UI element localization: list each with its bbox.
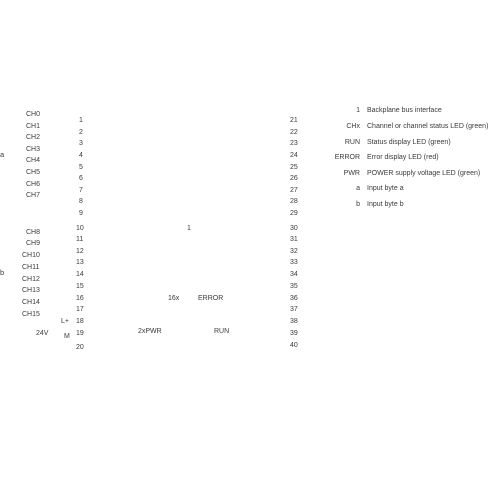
terminal-number: 9	[79, 210, 83, 217]
terminal-number: 30	[290, 225, 298, 232]
terminal-number: 40	[290, 342, 298, 349]
legend-key: a	[356, 185, 360, 192]
terminal-number: 33	[290, 259, 298, 266]
terminal-number: 24	[290, 152, 298, 159]
terminal-number: 34	[290, 271, 298, 278]
channel-label-ch5: CH5	[26, 169, 41, 176]
run-led-label: RUN	[214, 328, 230, 335]
terminal-number: 32	[290, 248, 298, 255]
terminal-number: 39	[290, 330, 298, 337]
terminal-number: 28	[290, 198, 298, 205]
terminal-number: 20	[76, 344, 84, 351]
channel-label-ch14: CH14	[22, 299, 40, 306]
channel-label-ch9: CH9	[26, 240, 41, 247]
terminal-number: 2	[79, 129, 83, 136]
terminal-number: 7	[79, 187, 83, 194]
terminal-number: 37	[290, 306, 298, 313]
terminal-number: 25	[290, 164, 298, 171]
channel-label-ch8: CH8	[26, 229, 41, 236]
terminal-number: 3	[79, 140, 83, 147]
channel-label-ch12: CH12	[22, 276, 40, 283]
legend-text: Channel or channel status LED (green)	[367, 123, 489, 130]
terminal-number: 29	[290, 210, 298, 217]
channel-label-ch15: CH15	[22, 311, 40, 318]
terminal-number: 12	[76, 248, 84, 255]
terminal-number: 5	[79, 164, 83, 171]
channel-label-ch3: CH3	[26, 146, 41, 153]
channel-label-ch6: CH6	[26, 181, 41, 188]
legend-text: Input byte b	[367, 201, 404, 208]
terminal-number: 31	[290, 236, 298, 243]
terminal-number: 10	[76, 225, 84, 232]
terminal-number: 6	[79, 175, 83, 182]
terminal-number: 17	[76, 306, 84, 313]
terminal-number: 27	[290, 187, 298, 194]
supply-voltage-label: 24V	[36, 330, 49, 337]
terminal-number: 14	[76, 271, 84, 278]
terminal-number: 26	[290, 175, 298, 182]
terminal-number: 15	[76, 283, 84, 290]
terminal-number: 21	[290, 117, 298, 124]
legend-key: b	[356, 201, 360, 208]
legend-key: CHx	[346, 123, 360, 130]
channel-label-ch13: CH13	[22, 287, 40, 294]
supply-lplus-label: L+	[61, 318, 69, 325]
backplane-bus-marker: 1	[187, 225, 191, 232]
terminal-number: 16	[76, 295, 84, 302]
terminal-number: 36	[290, 295, 298, 302]
channel-label-ch2: CH2	[26, 134, 41, 141]
legend-text: Backplane bus interface	[367, 107, 442, 114]
terminal-number: 22	[290, 129, 298, 136]
pwr-led-label: 2xPWR	[138, 328, 162, 335]
channel-label-ch1: CH1	[26, 123, 41, 130]
terminal-number: 38	[290, 318, 298, 325]
terminal-number: 19	[76, 330, 84, 337]
terminal-number: 35	[290, 283, 298, 290]
led-count-label: 16x	[168, 295, 180, 302]
byte-a-label: a	[0, 150, 5, 159]
terminal-number: 13	[76, 259, 84, 266]
supply-m-label: M	[64, 333, 70, 340]
legend-text: Status display LED (green)	[367, 139, 451, 146]
terminal-number: 1	[79, 117, 83, 124]
channel-label-ch11: CH11	[22, 264, 40, 271]
legend-key: 1	[356, 107, 360, 114]
terminal-number: 11	[76, 236, 84, 243]
terminal-number: 8	[79, 198, 83, 205]
terminal-number: 18	[76, 318, 84, 325]
channel-label-ch4: CH4	[26, 157, 41, 164]
channel-label-ch10: CH10	[22, 252, 40, 259]
channel-label-ch7: CH7	[26, 192, 41, 199]
legend-text: Input byte a	[367, 185, 404, 192]
legend-key: PWR	[343, 170, 360, 177]
byte-b-label: b	[0, 268, 5, 277]
error-led-label: ERROR	[198, 295, 224, 302]
legend-key: RUN	[344, 139, 360, 146]
terminal-number: 23	[290, 140, 298, 147]
legend-text: Error display LED (red)	[367, 154, 439, 161]
legend-key: ERROR	[334, 154, 360, 161]
channel-label-ch0: CH0	[26, 111, 41, 118]
terminal-number: 4	[79, 152, 83, 159]
legend-text: POWER supply voltage LED (green)	[367, 170, 481, 177]
